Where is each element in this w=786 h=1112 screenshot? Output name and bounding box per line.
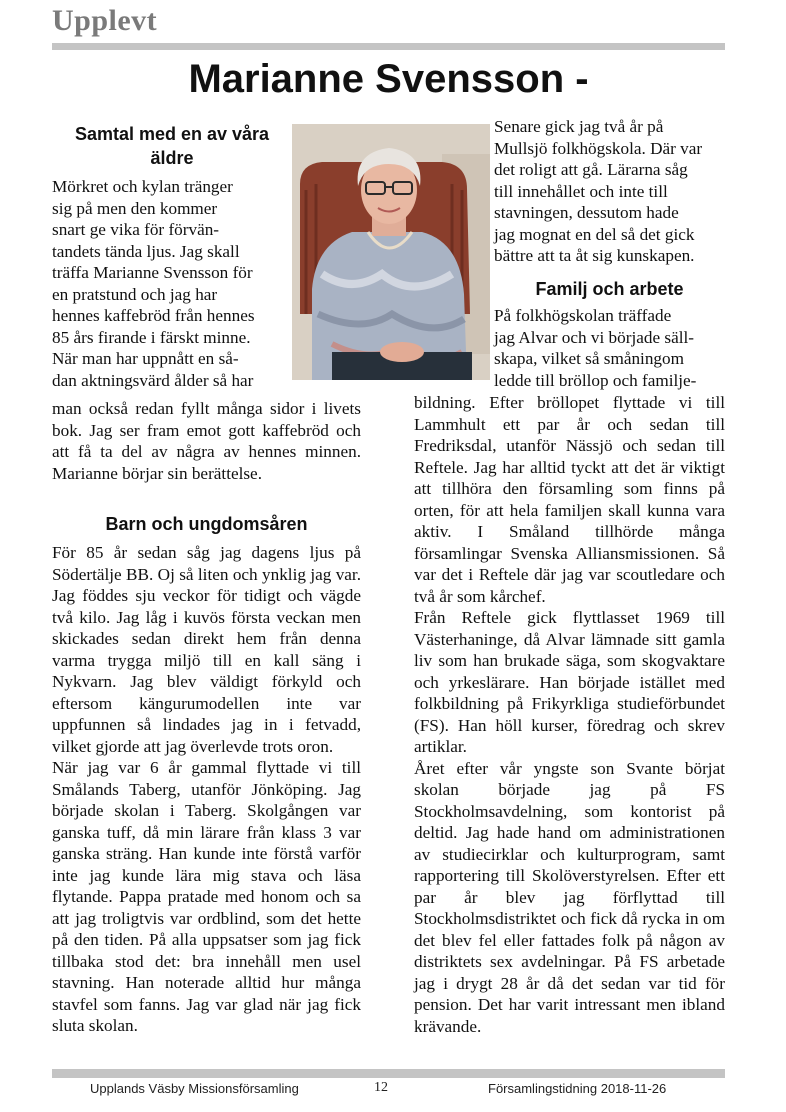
familj-line: ledde till bröllop och familje-	[494, 370, 697, 390]
intro-line: dan aktningsvärd ålder så har	[52, 370, 254, 390]
intro-block	[52, 122, 361, 170]
mullsjo-line: till innehållet och inte till	[494, 181, 668, 201]
familj-paragraph-2: Från Reftele gick flyttlasset 1969 till Västerhaninge, då Alvar lämnade sitt gamla liv som han brukade säga, som skogvaktare och yrkeslärare. Han började istället med folkbildning på Frikyrkliga studieförbundet (FS). Han höll kurser, föredrag och skrev artiklar.	[414, 608, 725, 756]
familj-narrow-text	[494, 305, 725, 391]
article-headline: Marianne Svensson -	[188, 57, 589, 101]
mullsjo-line: stavningen, dessutom hade	[494, 203, 679, 222]
mullsjo-line: bättre att ta åt sig kunskapen.	[494, 246, 695, 265]
intro-line: en pratstund och jag har	[52, 284, 218, 304]
familj-line: skapa, vilket så småningom	[494, 349, 684, 368]
intro-line: tandets tända ljus. Jag skall	[52, 241, 240, 261]
mullsjo-text	[494, 116, 725, 267]
familj-line: På folkhögskolan träffade	[494, 306, 672, 325]
mullsjo-line: det roligt att gå. Lärarna såg	[494, 160, 688, 179]
intro-narrow-text	[52, 176, 287, 391]
intro-line: När man har uppnått en så-	[52, 349, 239, 368]
footer-rule	[52, 1069, 725, 1078]
footer-issue: Församlingstidning 2018-11-26	[488, 1081, 667, 1096]
intro-line: sig på men den kommer	[52, 198, 218, 218]
mullsjo-line: jag mognat en del så det gick	[494, 224, 695, 244]
section-label: Upplevt	[52, 4, 158, 37]
page-number: 12	[374, 1080, 388, 1095]
intro-line: Mörkret och kylan tränger	[52, 177, 233, 196]
intro-continuation	[52, 398, 361, 484]
familj-heading-block	[494, 277, 725, 301]
intro-line: snart ge vika för förvän-	[52, 220, 220, 239]
intro-line: träffa Marianne Svensson för	[52, 263, 253, 282]
barn-paragraph-1: För 85 år sedan såg jag dagens ljus på Södertälje BB. Oj så liten och ynklig jag var. Jag föddes sju veckor för tidigt och vägde två kilo. Jag låg i kuvös första veckan men skickades sedan direkt hem från denna varma trygga miljö till en kall säng i Nykvarn. Jag blev väldigt förkyld och eftersom kängurumodellen inte var uppfunnen så lindades jag in i fetvadd, vilket gjorde att jag överlevde trots oron.	[52, 543, 361, 756]
familj-line: jag Alvar och vi började säll-	[494, 327, 694, 347]
mullsjo-line: Mullsjö folkhögskola. Där var	[494, 138, 703, 158]
barn-heading: Barn och ungdomsåren	[105, 514, 308, 534]
barn-text	[52, 542, 361, 1037]
mullsjo-line: Senare gick jag två år på	[494, 117, 664, 136]
familj-text	[414, 392, 725, 1037]
footer-organisation: Upplands Väsby Missionsförsamling	[90, 1081, 299, 1096]
header-rule	[52, 43, 725, 50]
familj-paragraph-3: Året efter vår yngste son Svante börjat skolan började jag på FS Stockholmsavdelning, som kontorist på deltid. Jag hade hand om administrationen av studiecirklar och kulturprogram, samt rapportering till Skolöverstyrelsen. Efter ett par år blev jag förflyttad till Stockholmsdistriktet och fick då rycka in om det blev fel eller fattades folk på någon av distriktets sex avdelningar. På FS arbetade jag i drygt 28 år då det sedan var tid för pension. Det har varit intressant men ibland krävande.	[414, 758, 725, 1036]
familj-paragraph-1: bildning. Efter bröllopet flyttade vi till Lammhult ett par år och sedan till Fredriksdal, utanför Nässjö och sedan till Reftele. Jag har alltid tyckt att det är viktigt att tillhöra den församling som finns på orten, för att hela familjen skall kunna vara aktiv. I Småland tillhörde många församlingar Svenska Alliansmissionen. Så var det i Reftele där jag var scoutledare och två år som kårchef.	[414, 393, 725, 606]
intro-line: hennes kaffebröd från hennes	[52, 306, 255, 325]
intro-line: 85 års firande i färskt minne.	[52, 327, 251, 347]
intro-paragraph: man också redan fyllt många sidor i livets bok. Jag ser fram emot gott kaffebröd och att få ta del av några av hennes minnen. Marianne börjar sin berättelse.	[52, 399, 361, 483]
familj-heading: Familj och arbete	[535, 279, 684, 299]
barn-paragraph-2: När jag var 6 år gammal flyttade vi till Smålands Taberg, utanför Jönköping. Jag började skolan i Taberg. Skolgången var ganska tuff, då min lärare från klass 3 var ganska sträng. Han kunde inte förstå varför inte jag kunde lära mig stava och läsa flytande. Pappa pratade med honom och sa att jag troligtvis var ordblind, som det hette på den tiden. På alla uppsatser som jag fick tillbaka stod det: bra innehåll men usel stavning. Han noterade alltid hur många stavfel som fanns. Jag var glad när jag fick sluta skolan.	[52, 758, 361, 1035]
article-subtitle: Samtal med en av våra äldre	[74, 124, 270, 168]
barn-block	[52, 512, 361, 536]
